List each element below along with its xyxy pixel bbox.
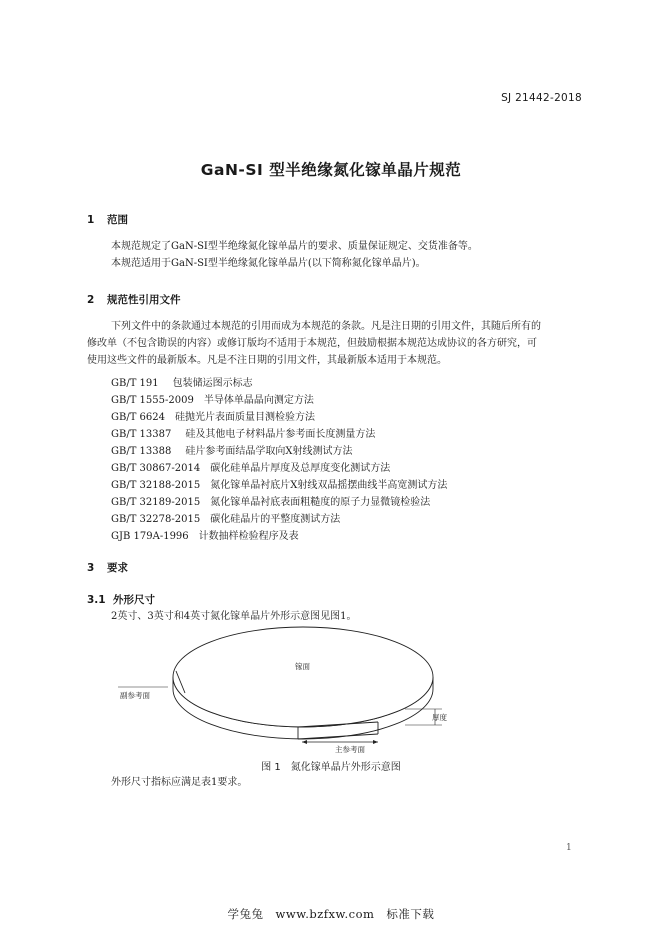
section-2-intro-line-2: 修改单（不包含勘误的内容）或修订版均不适用于本规范，但鼓励根据本规范达成协议的各方研究，可 [87,338,537,349]
subsection-3-1-heading [87,592,155,607]
reference-title: 硅抛光片表面质量目测检验方法 [175,412,316,423]
section-1-number: 1 [87,214,95,226]
subsection-3-1-title: 外形尺寸 [113,594,155,606]
reference-code: GB/T 191 [111,378,159,389]
reference-title: 碳化硅晶片的平整度测试方法 [210,514,341,525]
section-3-heading [87,560,128,575]
reference-item [111,425,375,440]
section-2-intro-line-1: 下列文件中的条款通过本规范的引用而成为本规范的条款。凡是注日期的引用文件，其随后所有的 [111,321,541,332]
section-2-intro-line-3: 使用这些文件的最新版本。凡是不注日期的引用文件，其最新版本适用于本规范。 [87,355,447,366]
reference-item [111,493,430,508]
standard-code: SJ 21442-2018 [501,92,582,104]
reference-code: GB/T 13388 [111,446,172,457]
reference-code: GJB 179A-1996 [111,531,189,542]
reference-code: GB/T 6624 [111,412,166,423]
page-number: 1 [566,843,572,853]
document-title: GaN-SI 型半绝缘氮化镓单晶片规范 [200,161,462,179]
section-3-title: 要求 [107,562,128,574]
section-1-title: 范围 [107,214,128,226]
section-1-paragraph-1: 本规范规定了GaN-SI型半绝缘氮化镓单晶片的要求、质量保证规定、交货准备等。 [111,241,478,252]
reference-item [111,510,340,525]
reference-item [111,476,447,491]
reference-title: 包装储运图示标志 [172,378,253,389]
reference-code: GB/T 13387 [111,429,172,440]
reference-item [111,374,253,389]
reference-code: GB/T 32278-2015 [111,514,201,525]
reference-code: GB/T 1555-2009 [111,395,194,406]
reference-title: 硅及其他电子材料晶片参考面长度测量方法 [185,429,376,440]
section-1-paragraph-2: 本规范适用于GaN-SI型半绝缘氮化镓单晶片(以下简称氮化镓单晶片)。 [111,258,426,269]
reference-item [111,527,299,542]
reference-title: 氮化镓单晶衬底片X射线双晶摇摆曲线半高宽测试方法 [210,480,448,491]
section-1-heading [87,212,128,227]
reference-title: 碳化硅单晶片厚度及总厚度变化测试方法 [210,463,391,474]
reference-title: 硅片参考面结晶学取向X射线测试方法 [185,446,353,457]
section-3-number: 3 [87,562,95,574]
section-2-title: 规范性引用文件 [107,294,181,306]
reference-item [111,391,314,406]
reference-code: GB/T 32189-2015 [111,497,201,508]
face-label: 镓面 [295,662,310,671]
section-2-number: 2 [87,294,95,306]
section-2-heading [87,292,181,307]
reference-title: 计数抽样检验程序及表 [198,531,299,542]
reference-item [111,408,315,423]
footer-watermark: 学兔兔 www.bzfxw.com 标准下载 [227,907,435,921]
subsection-3-1-paragraph-2: 外形尺寸指标应满足表1要求。 [111,777,248,788]
thickness-label: 厚度 [432,713,447,722]
reference-item [111,459,390,474]
reference-title: 氮化镓单晶衬底表面粗糙度的原子力显微镜检验法 [210,497,431,508]
reference-code: GB/T 30867-2014 [111,463,201,474]
wafer-outline-diagram [110,625,470,755]
reference-title: 半导体单晶晶向测定方法 [203,395,314,406]
wafer-top-face [173,627,433,727]
subsection-3-1-paragraph-1: 2英寸、3英寸和4英寸氮化镓单晶片外形示意图见图1。 [111,611,357,622]
secondary-flat-label: 副参考面 [120,691,150,700]
primary-flat-label: 主参考面 [335,745,365,754]
reference-code: GB/T 32188-2015 [111,480,201,491]
subsection-3-1-number: 3.1 [87,594,106,606]
reference-item [111,442,353,457]
figure-caption: 图 1 氮化镓单晶片外形示意图 [261,762,401,773]
